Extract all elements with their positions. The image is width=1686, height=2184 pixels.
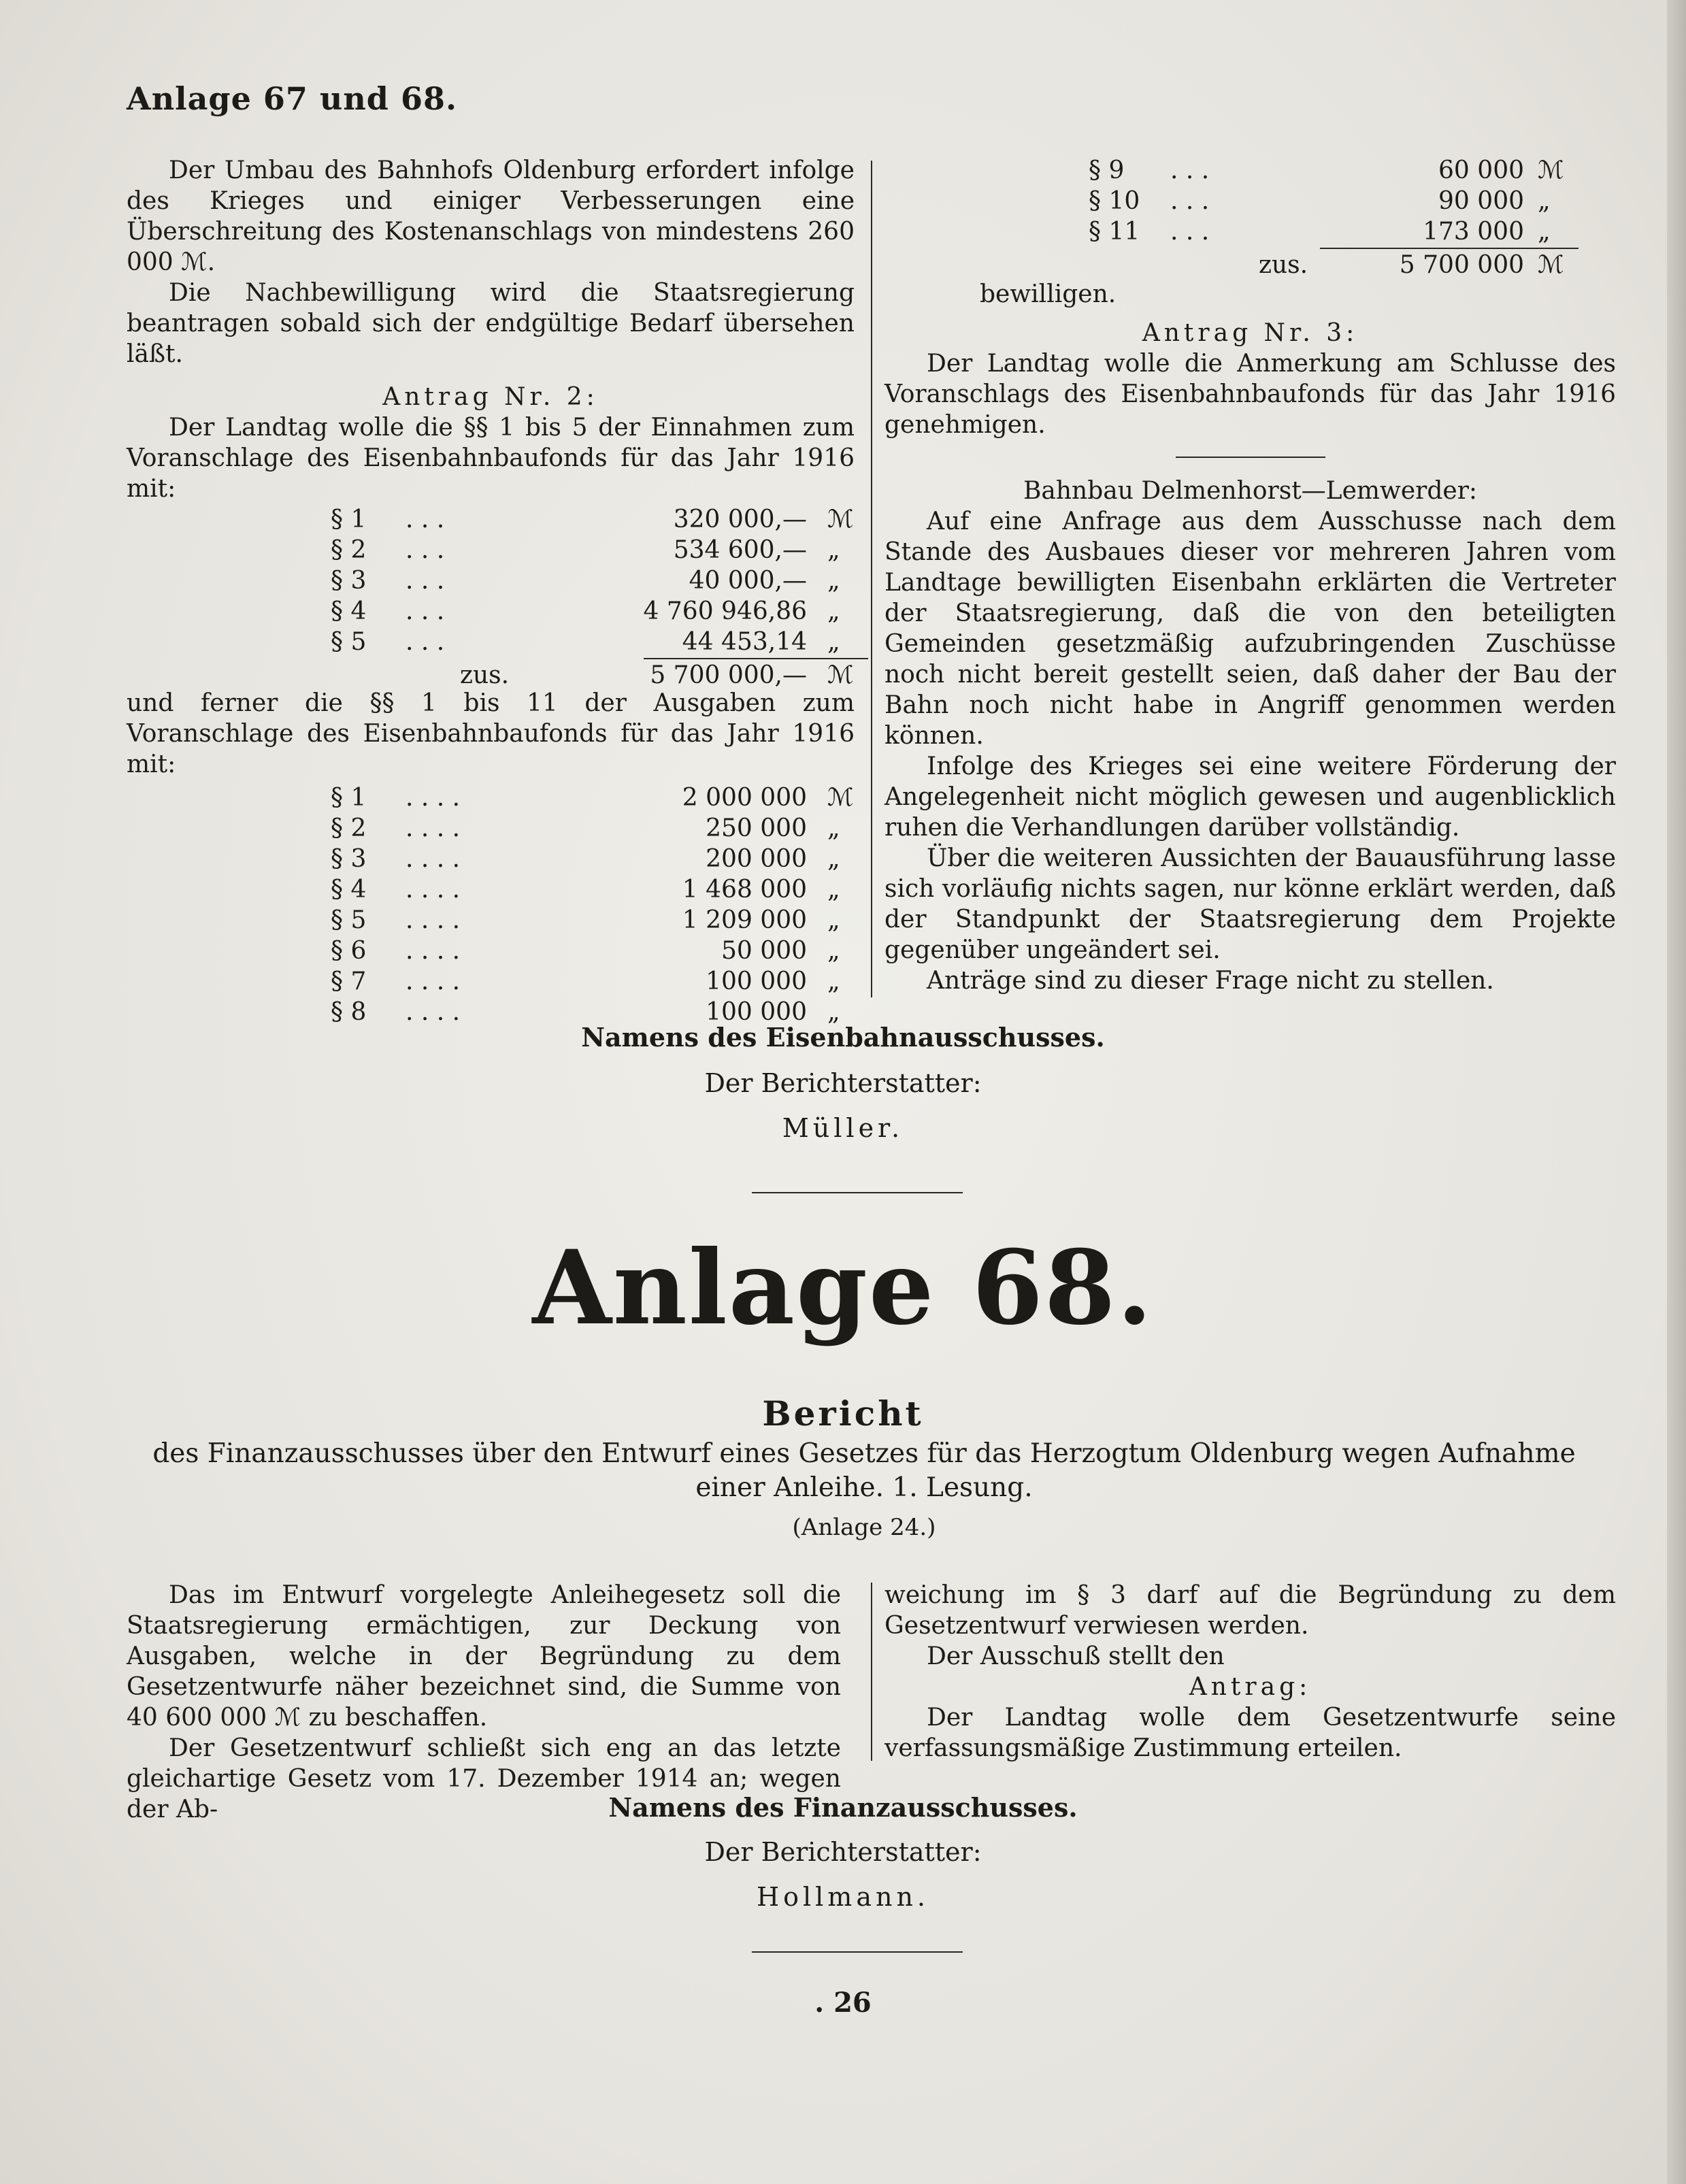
committee-signature: Namens des Eisenbahnausschusses. (581, 1022, 1105, 1053)
table-row (127, 905, 855, 936)
table-row (127, 565, 855, 596)
unit: „ (827, 567, 840, 595)
leader-dots: . . . . (406, 814, 461, 842)
leader-dots: . . . (1170, 218, 1210, 246)
unit: ℳ (1538, 156, 1564, 184)
unit: „ (827, 967, 840, 995)
amount: 534 600,— (673, 536, 807, 564)
unit: „ (827, 876, 840, 904)
amount: 60 000 (1438, 156, 1524, 184)
reporter-name: Hollmann. (756, 1882, 930, 1912)
unit: „ (827, 814, 840, 842)
paragraph: Der Ausschuß stellt den (927, 1642, 1225, 1670)
paragraph: bewilligen. (980, 280, 1117, 308)
paragraph-number: § 4 (331, 876, 367, 904)
table-row-total (885, 250, 1616, 280)
unit: ℳ (827, 784, 854, 812)
leader-dots: . . . . (406, 967, 461, 995)
amount: 40 000,— (689, 567, 807, 595)
amount: 50 000 (721, 937, 807, 965)
subtitle-line: des Finanzausschusses über den Entwurf eines Gesetzes für das Herzogtum Oldenburg wegen Aufnahme (152, 1438, 1576, 1469)
amount: 44 453,14 (682, 628, 807, 656)
amount: 1 468 000 (682, 876, 807, 904)
leader-dots: . . . (406, 567, 445, 595)
ausgaben-table-continued (885, 155, 1616, 284)
paragraph-number: § 3 (331, 567, 367, 595)
subtitle-line: (Anlage 24.) (792, 1514, 936, 1541)
unit: ℳ (827, 506, 854, 533)
leader-dots: . . . (406, 536, 445, 564)
running-header: Anlage 67 und 68. (127, 80, 457, 117)
table-row (885, 216, 1616, 247)
column-divider (871, 1583, 872, 1761)
amount: 100 000 (706, 998, 807, 1026)
leader-dots: . . . . (406, 845, 461, 873)
total-label: zus. (1259, 251, 1308, 279)
total-label: zus. (460, 661, 510, 689)
unit: „ (827, 845, 840, 873)
paragraph: Der Landtag wolle die §§ 1 bis 5 der Einnahmen zum Voranschlage des Eisenbahnbaufonds für das Jahr 1916 mit: (127, 414, 855, 503)
report-heading: Bericht (762, 1393, 924, 1434)
subtitle-line: einer Anleihe. 1. Lesung. (695, 1472, 1033, 1503)
paragraph: Der Gesetzentwurf schließt sich eng an das letzte gleichartige Gesetz vom 17. Dezember 1914 an; wegen der Ab- (127, 1734, 841, 1823)
unit: „ (1538, 218, 1551, 246)
leader-dots: . . . (1170, 156, 1210, 184)
table-row (127, 936, 855, 966)
section-heading: Bahnbau Delmenhorst—Lemwerder: (1023, 477, 1478, 505)
amount: 200 000 (706, 845, 807, 873)
amount: 1 209 000 (682, 906, 807, 934)
leader-dots: . . . . (406, 998, 461, 1026)
paragraph: und ferner die §§ 1 bis 11 der Ausgaben zum Voranschlage des Eisenbahnbaufonds für das Jahr 1916 mit: (127, 689, 855, 778)
amount: 320 000,— (673, 506, 807, 533)
amount: 4 760 946,86 (643, 597, 807, 625)
paragraph: Über die weiteren Aussichten der Bauausführung lasse sich vorläufig nichts sagen, nur könne erklärt werden, daß der Standpunkt der Staatsregierung dem Projekte gegenüber ungeändert sei. (885, 844, 1616, 964)
unit: „ (1538, 187, 1551, 215)
paragraph: Das im Entwurf vorgelegte Anleihegesetz soll die Staatsregierung ermächtigen, zur Deckung von Ausgaben, welche in der Begründung zu dem Gesetzentwurfe näher bezeichnet sind, die Summe von 40 600 000 ℳ zu beschaffen. (127, 1581, 841, 1732)
paragraph-number: § 1 (331, 784, 367, 812)
right-column-bottom (885, 1580, 1616, 1764)
paragraph-number: § 5 (331, 628, 367, 656)
table-row (127, 596, 855, 627)
unit: „ (827, 628, 840, 656)
paragraph-number: § 11 (1089, 218, 1140, 246)
leader-dots: . . . (1170, 187, 1210, 215)
paragraph-number: § 5 (331, 906, 367, 934)
paragraph-number: § 1 (331, 506, 367, 533)
unit: ℳ (827, 661, 854, 689)
total-amount: 5 700 000 (1399, 251, 1524, 279)
paragraph: Der Landtag wolle die Anmerkung am Schlusse des Voranschlags des Eisenbahnbaufonds für das Jahr 1916 genehmigen. (885, 350, 1616, 439)
unit: „ (827, 937, 840, 965)
paragraph-number: § 7 (331, 967, 367, 995)
page-number: . 26 (814, 1987, 872, 2019)
paragraph: Die Nachbewilligung wird die Staatsregierung beantragen sobald sich der endgültige Bedarf übersehen läßt. (127, 279, 855, 368)
paragraph: Infolge des Krieges sei eine weitere Förderung der Angelegenheit nicht möglich gewesen und augenblicklich ruhen die Verhandlungen darüber vollständig. (885, 752, 1616, 842)
left-column-bottom (127, 1580, 841, 1825)
table-row (885, 186, 1616, 216)
table-row (127, 504, 855, 535)
paragraph-number: § 3 (331, 845, 367, 873)
leader-dots: . . . (406, 628, 445, 656)
leader-dots: . . . . (406, 876, 461, 904)
committee-signature: Namens des Finanzausschusses. (608, 1792, 1078, 1823)
section-rule (1176, 457, 1325, 458)
paragraph-number: § 2 (331, 536, 367, 564)
antrag-heading: Antrag Nr. 2: (382, 383, 599, 411)
paragraph-number: § 8 (331, 998, 367, 1026)
paragraph: Der Landtag wolle dem Gesetzentwurfe seine verfassungsmäßige Zustimmung erteilen. (885, 1704, 1616, 1762)
sum-rule (644, 658, 868, 659)
leader-dots: . . . . (406, 906, 461, 934)
reporter-role: Der Berichterstatter: (704, 1837, 982, 1867)
amount: 250 000 (706, 814, 807, 842)
column-divider (871, 161, 872, 997)
table-row (885, 155, 1616, 186)
left-column-top (127, 155, 855, 1034)
unit: „ (827, 536, 840, 564)
right-column-top (885, 155, 1616, 996)
reporter-role: Der Berichterstatter: (704, 1068, 982, 1098)
amount: 2 000 000 (682, 784, 807, 812)
unit: „ (827, 998, 840, 1026)
report-subtitle (122, 1437, 1606, 1544)
paragraph: Auf eine Anfrage aus dem Ausschusse nach dem Stande des Ausbaues dieser vor mehreren Jahren vom Landtage bewilligten Eisenbahn erklärten die Vertreter der Staatsregierung, daß die von den beteiligten Gemeinden gesetzmäßig aufzubringenden Zuschüsse noch nicht bereit gestellt seien, daß daher der Bau der Bahn noch nicht habe in Angriff genommen werden können. (885, 508, 1616, 750)
reporter-name: Müller. (782, 1113, 904, 1143)
table-row (127, 966, 855, 997)
unit: ℳ (1538, 251, 1564, 279)
paragraph: Der Umbau des Bahnhofs Oldenburg erfordert infolge des Krieges und einiger Verbesserungen eine Überschreitung des Kostenanschlags von mindestens 260 000 ℳ. (127, 156, 855, 276)
antrag-heading: Antrag: (1189, 1673, 1312, 1701)
amount: 90 000 (1438, 187, 1524, 215)
paragraph: weichung im § 3 darf auf die Begründung zu dem Gesetzentwurf verwiesen werden. (885, 1581, 1616, 1640)
table-row (127, 813, 855, 844)
unit: „ (827, 597, 840, 625)
paragraph-number: § 4 (331, 597, 367, 625)
leader-dots: . . . (406, 506, 445, 533)
table-row (127, 535, 855, 565)
einnahmen-table (127, 504, 855, 688)
table-row (127, 627, 855, 657)
separator-rule (752, 1192, 963, 1193)
paragraph-number: § 10 (1089, 187, 1140, 215)
table-row (127, 782, 855, 813)
antrag-heading: Antrag Nr. 3: (1142, 319, 1359, 347)
table-row (127, 844, 855, 874)
leader-dots: . . . . (406, 784, 461, 812)
paragraph-number: § 9 (1089, 156, 1125, 184)
table-row (127, 874, 855, 905)
paragraph-number: § 6 (331, 937, 367, 965)
table-row-total (127, 660, 855, 691)
sum-rule (1320, 248, 1578, 249)
separator-rule (752, 1951, 963, 1953)
total-amount: 5 700 000,— (650, 661, 807, 689)
page-title: Anlage 68. (532, 1228, 1154, 1348)
ausgaben-table (127, 782, 855, 1034)
unit: „ (827, 906, 840, 934)
amount: 173 000 (1423, 218, 1524, 246)
paragraph: Anträge sind zu dieser Frage nicht zu stellen. (927, 967, 1494, 995)
amount: 100 000 (706, 967, 807, 995)
leader-dots: . . . . (406, 937, 461, 965)
leader-dots: . . . (406, 597, 445, 625)
paragraph-number: § 2 (331, 814, 367, 842)
